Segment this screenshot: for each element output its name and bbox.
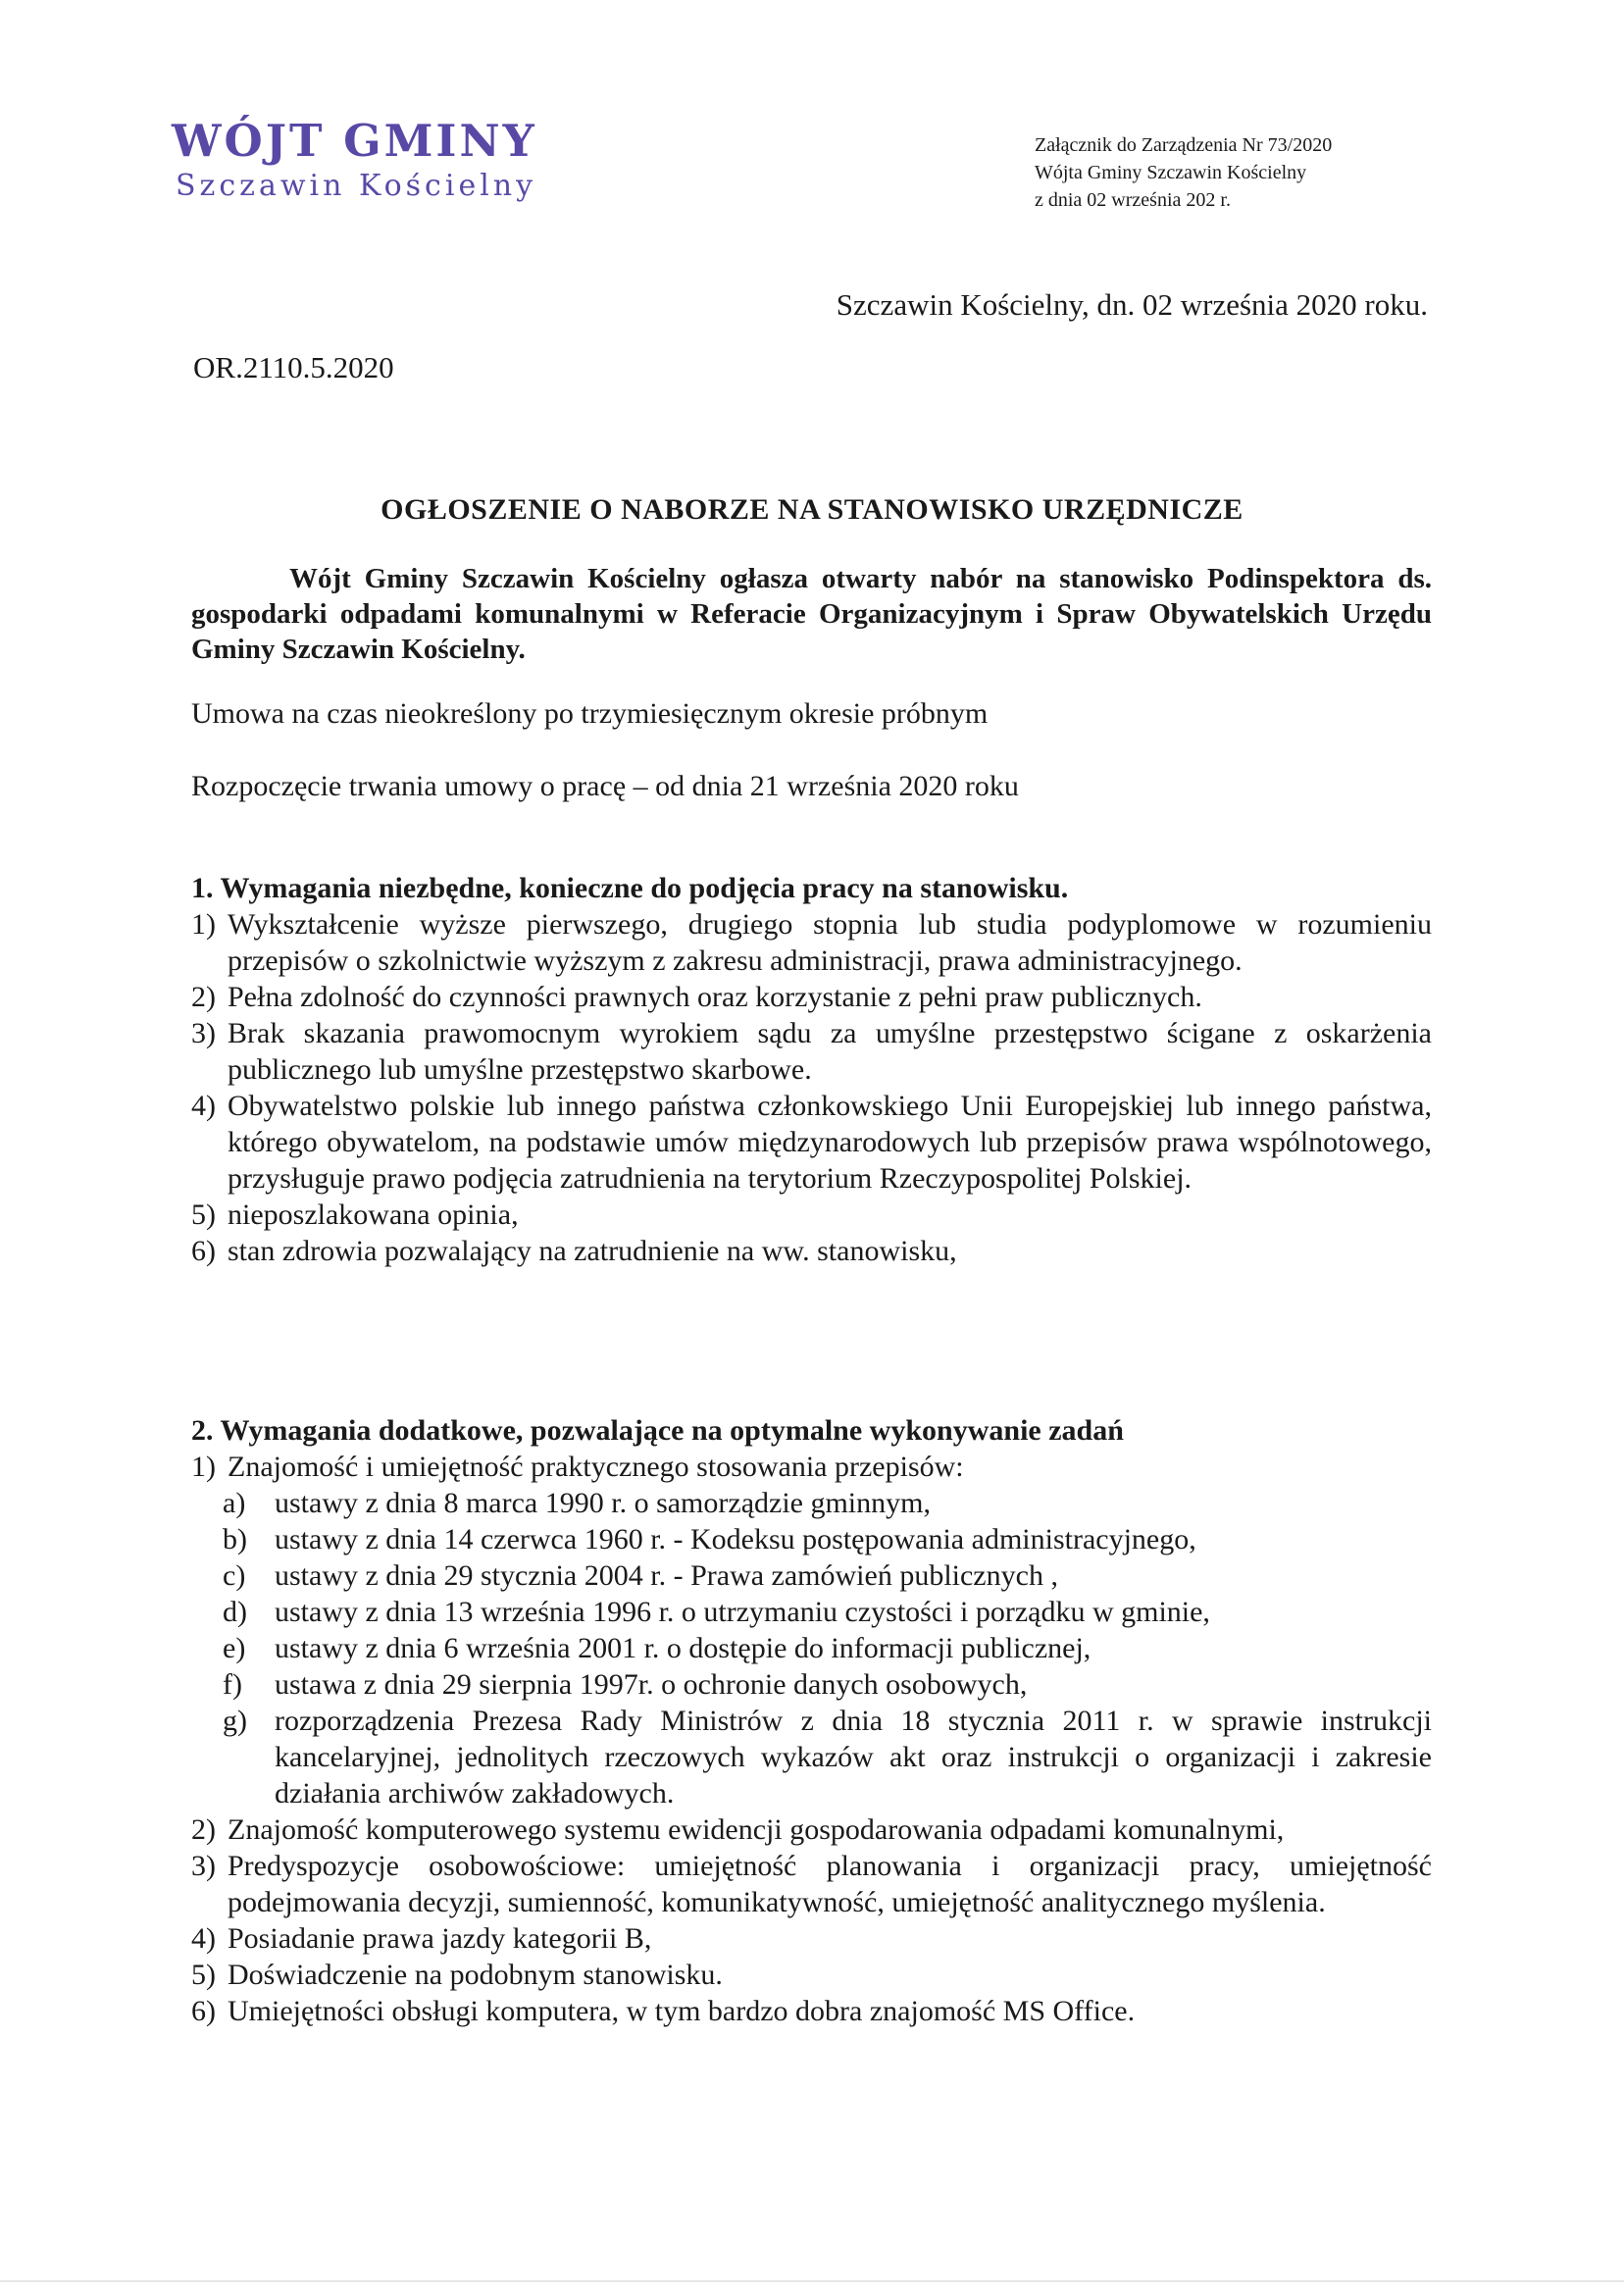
item-number: 4) [191,1922,216,1955]
sub-letter: c) [223,1559,246,1592]
sublist-item [191,1485,1432,1521]
sub-text: ustawy z dnia 14 czerwca 1960 r. - Kodeksu postępowania administracyjnego, [275,1523,1196,1555]
item-text: Znajomość i umiejętność praktycznego stosowania przepisów: [228,1451,964,1483]
item-text: Doświadczenie na podobnym stanowisku. [228,1959,723,1991]
sub-text: rozporządzenia Prezesa Rady Ministrów z dnia 18 stycznia 2011 r. w sprawie instrukcji kancelaryjnej, jednolitych rzeczowych wykazów akt oraz instrukcji o organizacji i zakresie działania archiwów zakładowych. [275,1705,1432,1810]
item-text: Brak skazania prawomocnym wyrokiem sądu za umyślne przestępstwo ścigane z oskarżenia publicznego lub umyślne przestępstwo skarbowe. [228,1017,1432,1086]
list-item [191,1015,1432,1088]
annex-line: Załącznik do Zarządzenia Nr 73/2020 [1035,134,1333,156]
sub-letter: e) [223,1632,246,1664]
sublist-item [191,1557,1432,1594]
item-number: 6) [191,1235,216,1267]
sub-text: ustawy z dnia 13 września 1996 r. o utrzymaniu czystości i porządku w gminie, [275,1596,1210,1628]
item-number: 6) [191,1995,216,2027]
sublist-item [191,1521,1432,1557]
item-text: Umiejętności obsługi komputera, w tym bardzo dobra znajomość MS Office. [228,1995,1136,2027]
section-heading: 2. Wymagania dodatkowe, pozwalające na optymalne wykonywanie zadań [191,1414,1124,1447]
list-item [191,1848,1432,1920]
item-text: Posiadanie prawa jazdy kategorii B, [228,1922,652,1955]
place-and-date: Szczawin Kościelny, dn. 02 września 2020 roku. [836,287,1428,322]
annex-line: Wójta Gminy Szczawin Kościelny [1035,162,1307,183]
list-item [191,1920,1432,1957]
list-item [191,906,1432,979]
sub-letter: f) [223,1668,242,1701]
item-text: Pełna zdolność do czynności prawnych oraz korzystanie z pełni praw publicznych. [228,981,1202,1013]
item-number: 2) [191,1813,216,1846]
list-item [191,1957,1432,1993]
sub-text: ustawy z dnia 8 marca 1990 r. o samorządzie gminnym, [275,1487,931,1519]
stamp-line-2: Szczawin Kościelny [176,169,537,203]
item-text: Znajomość komputerowego systemu ewidencji gospodarowania odpadami komunalnymi, [228,1813,1285,1846]
sub-letter: d) [223,1596,247,1628]
announcement-intro: Wójt Gminy Szczawin Kościelny ogłasza otwarty nabór na stanowisko Podinspektora ds. gospodarki odpadami komunalnymi w Referacie Organizacyjnym i Spraw Obywatelskich Urzędu Gminy Szczawin Kościelny. [191,563,1432,665]
section-required [191,870,1432,1269]
item-number: 5) [191,1959,216,1991]
item-number: 3) [191,1850,216,1882]
item-number: 3) [191,1017,216,1049]
item-text: stan zdrowia pozwalający na zatrudnienie na ww. stanowisku, [228,1235,957,1267]
sub-letter: g) [223,1705,247,1737]
stamp-line-1: WÓJT GMINY [172,115,537,167]
item-text: nieposzlakowana opinia, [228,1198,519,1231]
list-item [191,1449,1432,1485]
item-number: 5) [191,1198,216,1231]
item-number: 2) [191,981,216,1013]
contract-start: Rozpoczęcie trwania umowy o pracę – od dnia 21 września 2020 roku [191,770,1019,802]
sublist-item [191,1703,1432,1811]
sub-text: ustawy z dnia 6 września 2001 r. o dostępie do informacji publicznej, [275,1632,1091,1664]
annex-note [1035,131,1332,214]
list-item [191,1811,1432,1848]
requirements-list [191,906,1432,1269]
sublist-item [191,1630,1432,1666]
item-text: Obywatelstwo polskie lub innego państwa członkowskiego Unii Europejskiej lub innego państwa, którego obywatelom, na podstawie umów międzynarodowych lub przepisów prawa wspólnotowego, przysługuje prawo podjęcia zatrudnienia na terytorium Rzeczypospolitej Polskiej. [228,1090,1432,1195]
sub-text: ustawa z dnia 29 sierpnia 1997r. o ochronie danych osobowych, [275,1668,1028,1701]
item-number: 1) [191,908,216,941]
section-additional [191,1412,1432,2029]
sublist-item [191,1666,1432,1703]
list-item [191,1233,1432,1269]
additional-requirements-list-cont [191,1811,1432,2029]
contract-type: Umowa na czas nieokreślony po trzymiesięcznym okresie próbnym [191,697,989,730]
list-item [191,979,1432,1015]
legislation-sublist [191,1485,1432,1811]
list-item [191,1197,1432,1233]
sublist-item [191,1594,1432,1630]
list-item [191,1993,1432,2029]
office-stamp [172,116,537,206]
sub-text: ustawy z dnia 29 stycznia 2004 r. - Prawa zamówień publicznych , [275,1559,1058,1592]
additional-requirements-list [191,1449,1432,1485]
item-number: 1) [191,1451,216,1483]
sub-letter: a) [223,1487,246,1519]
annex-line: z dnia 02 września 202 r. [1035,189,1231,211]
section-heading: 1. Wymagania niezbędne, konieczne do podjęcia pracy na stanowisku. [191,872,1069,904]
document-title: OGŁOSZENIE O NABORZE NA STANOWISKO URZĘDNICZE [381,493,1243,526]
list-item [191,1088,1432,1197]
reference-number: OR.2110.5.2020 [193,350,394,384]
scan-edge-divider [0,2280,1624,2282]
sub-letter: b) [223,1523,247,1555]
item-number: 4) [191,1090,216,1122]
item-text: Predyspozycje osobowościowe: umiejętność planowania i organizacji pracy, umiejętność podejmowania decyzji, sumienność, komunikatywność, umiejętność analitycznego myślenia. [228,1850,1432,1918]
item-text: Wykształcenie wyższe pierwszego, drugiego stopnia lub studia podyplomowe w rozumieniu przepisów o szkolnictwie wyższym z zakresu administracji, prawa administracyjnego. [228,908,1432,977]
